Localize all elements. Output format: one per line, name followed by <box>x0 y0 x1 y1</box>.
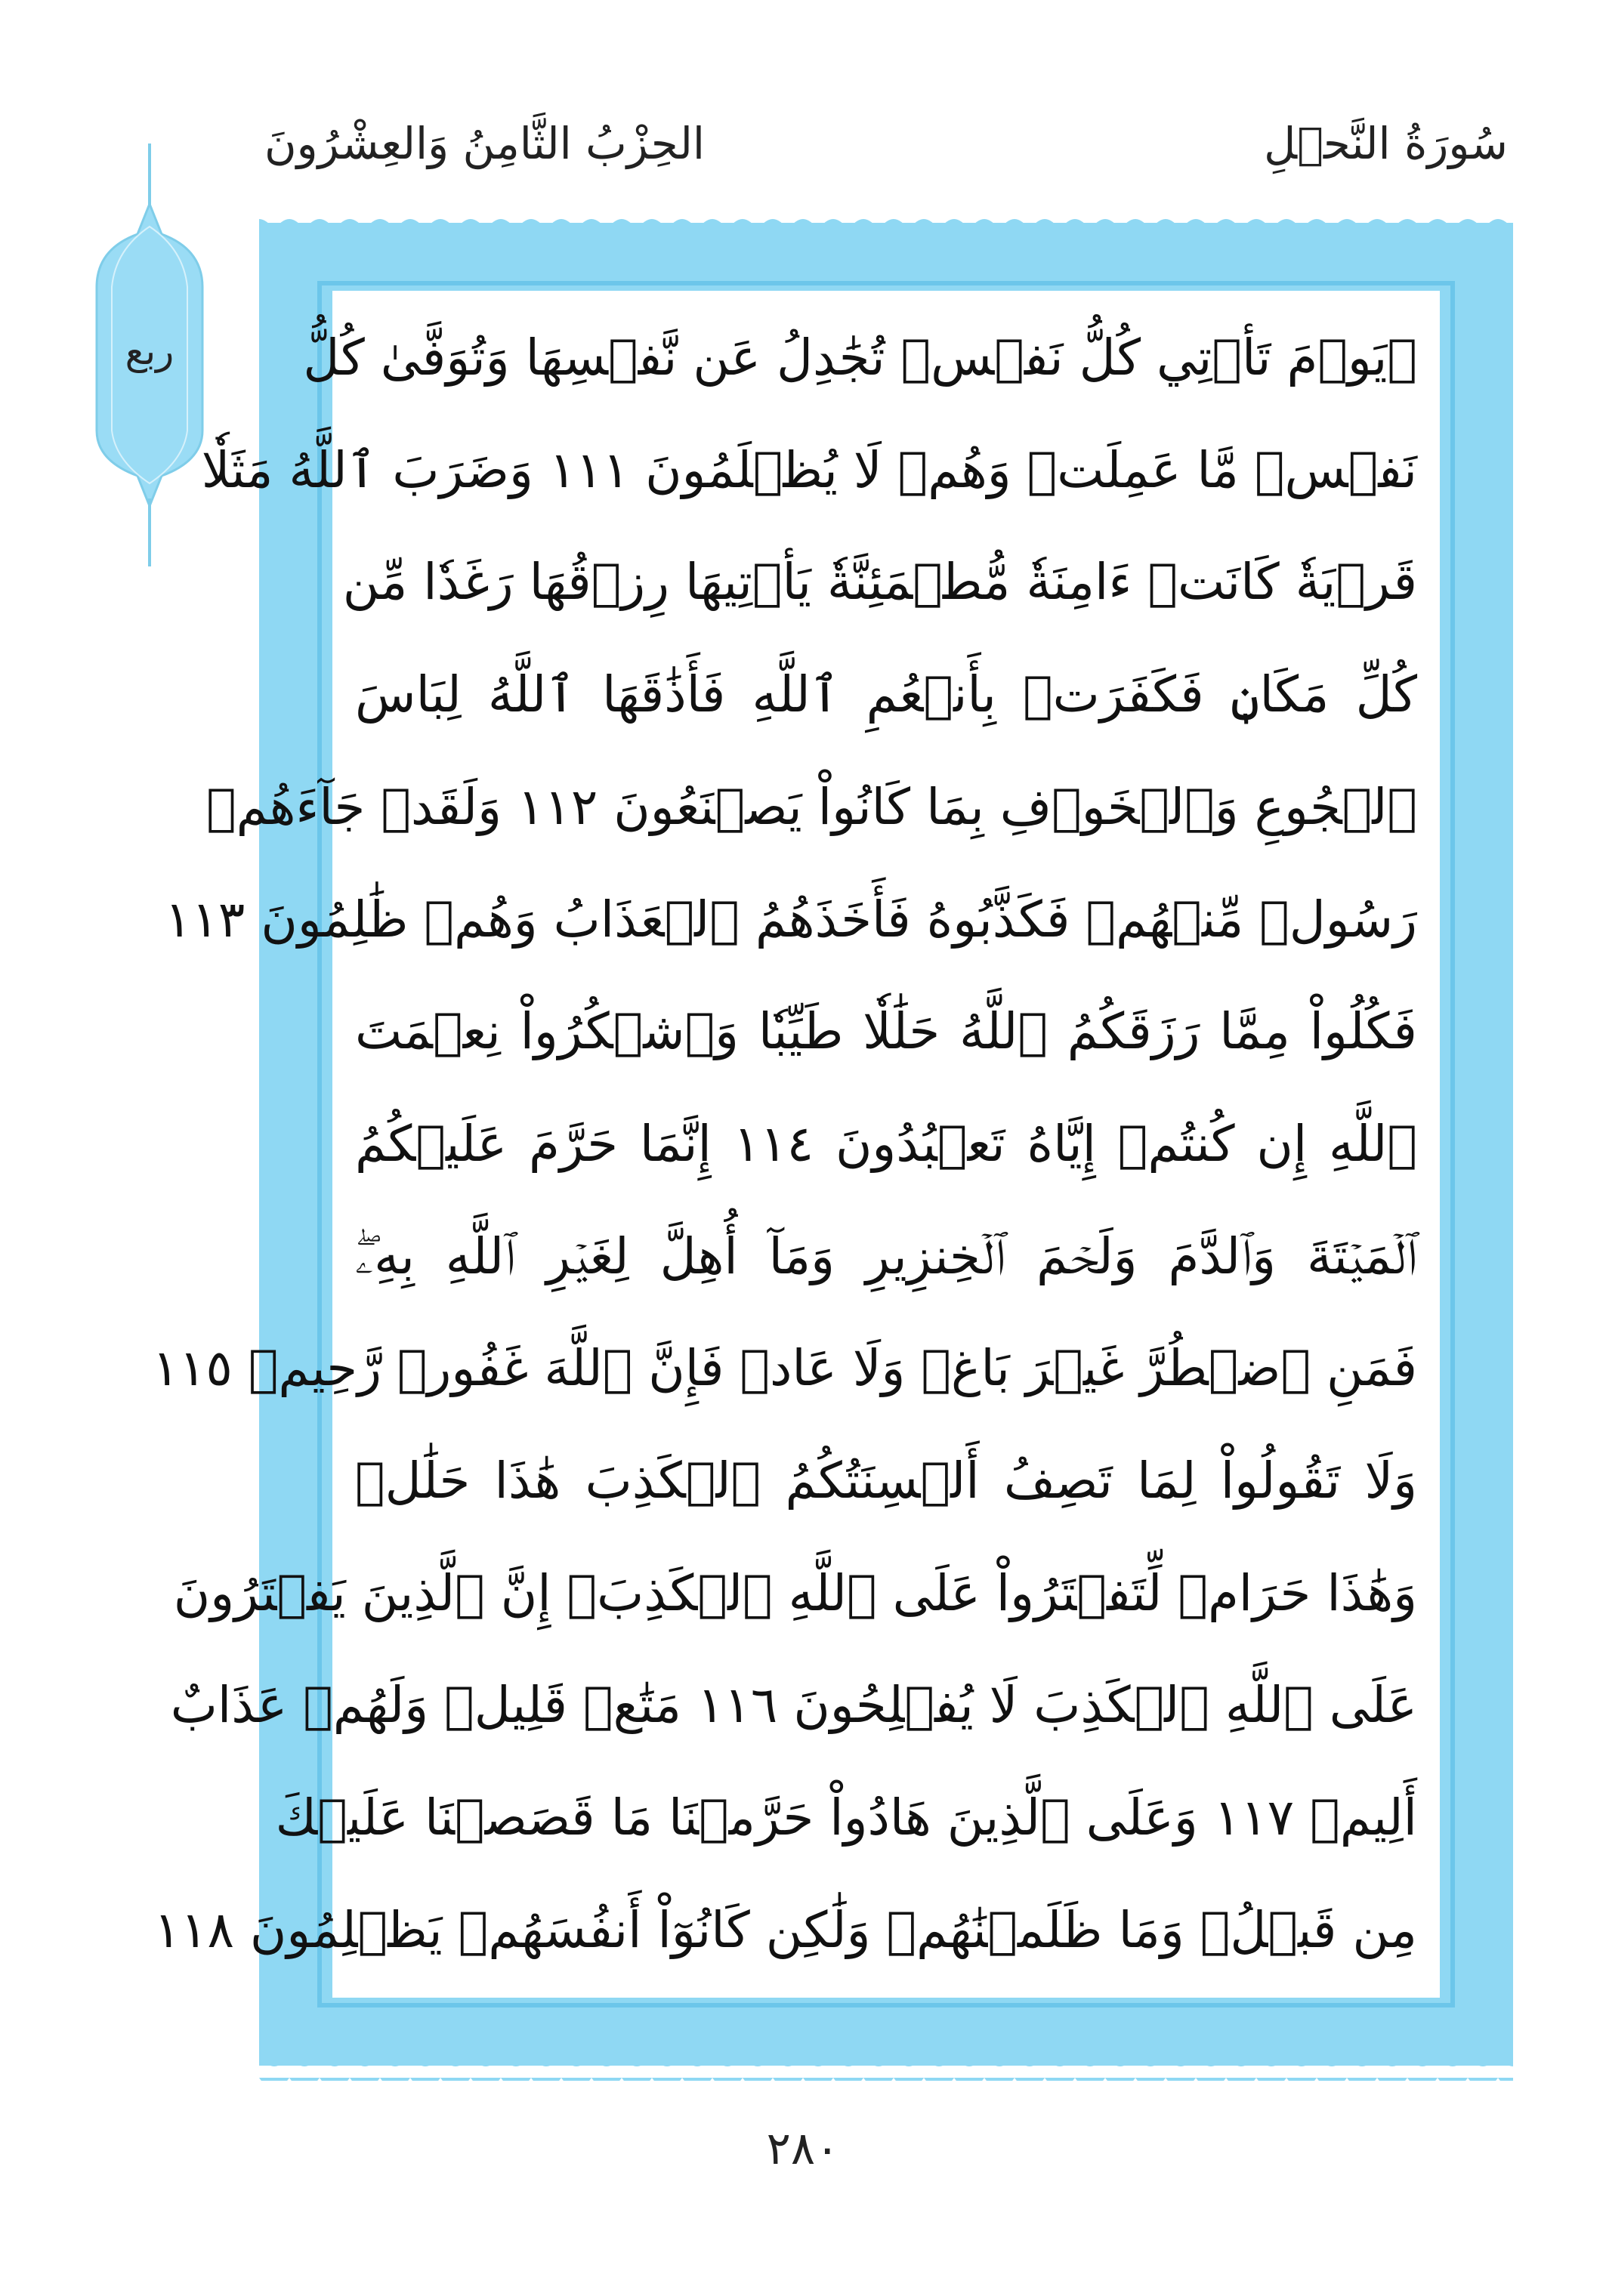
rub-label: ربع <box>125 329 174 373</box>
verse-line: ٱلۡمَيۡتَةَ وَٱلدَّمَ وَلَحۡمَ ٱلۡخِنزِيرِ وَمَآ أُهِلَّ لِغَيۡرِ ٱللَّهِ بِهِۦۖ <box>355 1227 1417 1285</box>
verse-line: فَمَنِ ٱضۡطُرَّ غَيۡرَ بَاغٖ وَلَا عَادٖ فَإِنَّ ٱللَّهَ غَفُورٞ رَّحِيمٞ ١١٥ <box>152 1339 1417 1398</box>
hizb-name: الحِزْبُ الثَّامِنُ وَالعِشْرُونَ <box>264 118 706 169</box>
verse-line: فَكُلُواْ مِمَّا رَزَقَكُمُ ٱللَّهُ حَلَٰلٗا طَيِّبٗا وَٱشۡكُرُواْ نِعۡمَتَ <box>355 1002 1417 1061</box>
verse-line: قَرۡيَةٗ كَانَتۡ ءَامِنَةٗ مُّطۡمَئِنَّةٗ يَأۡتِيهَا رِزۡقُهَا رَغَدٗا مِّن <box>342 553 1417 612</box>
verse-lines <box>152 313 1417 1975</box>
verse-line: ٱللَّهِ إِن كُنتُمۡ إِيَّاهُ تَعۡبُدُونَ ١١٤ إِنَّمَا حَرَّمَ عَلَيۡكُمُ <box>355 1114 1417 1173</box>
verse-line: ۞يَوۡمَ تَأۡتِي كُلُّ نَفۡسٖ تُجَٰدِلُ عَن نَّفۡسِهَا وَتُوَفَّىٰ كُلُّ <box>303 329 1417 387</box>
verse-line: أَلِيمٞ ١١٧ وَعَلَى ٱلَّذِينَ هَادُواْ حَرَّمۡنَا مَا قَصَصۡنَا عَلَيۡكَ <box>275 1788 1417 1847</box>
rub-marker-line-bottom <box>148 498 151 566</box>
text-panel <box>152 291 1440 1998</box>
verse-line: مِن قَبۡلُۖ وَمَا ظَلَمۡنَٰهُمۡ وَلَٰكِن كَانُوٓاْ أَنفُسَهُمۡ يَظۡلِمُونَ ١١٨ <box>153 1900 1417 1959</box>
verse-line: ٱلۡجُوعِ وَٱلۡخَوۡفِ بِمَا كَانُواْ يَصۡنَعُونَ ١١٢ وَلَقَدۡ جَآءَهُمۡ <box>206 777 1417 836</box>
rub-marker <box>89 144 210 566</box>
verse-line: نَفۡسٖ مَّا عَمِلَتۡ وَهُمۡ لَا يُظۡلَمُونَ ١١١ وَضَرَبَ ٱللَّهُ مَثَلٗا <box>201 440 1417 499</box>
page-number: ٢٨٠ <box>766 2122 840 2175</box>
verse-line: وَهَٰذَا حَرَامٞ لِّتَفۡتَرُواْ عَلَى ٱللَّهِ ٱلۡكَذِبَۚ إِنَّ ٱلَّذِينَ يَفۡتَرُونَ <box>173 1563 1417 1622</box>
surah-name: سُورَةُ النَّحۡلِ <box>1264 118 1508 169</box>
verse-line: وَلَا تَقُولُواْ لِمَا تَصِفُ أَلۡسِنَتُكُمُ ٱلۡكَذِبَ هَٰذَا حَلَٰلٞ <box>355 1452 1417 1511</box>
verse-line: عَلَى ٱللَّهِ ٱلۡكَذِبَ لَا يُفۡلِحُونَ ١١٦ مَتَٰعٞ قَلِيلٞ وَلَهُمۡ عَذَابٌ <box>170 1676 1417 1735</box>
verse-line: كُلِّ مَكَانٖ فَكَفَرَتۡ بِأَنۡعُمِ ٱللَّهِ فَأَذَٰقَهَا ٱللَّهُ لِبَاسَ <box>355 665 1417 724</box>
verse-line: رَسُولٞ مِّنۡهُمۡ فَكَذَّبُوهُ فَأَخَذَهُمُ ٱلۡعَذَابُ وَهُمۡ ظَٰلِمُونَ ١١٣ <box>165 890 1417 949</box>
